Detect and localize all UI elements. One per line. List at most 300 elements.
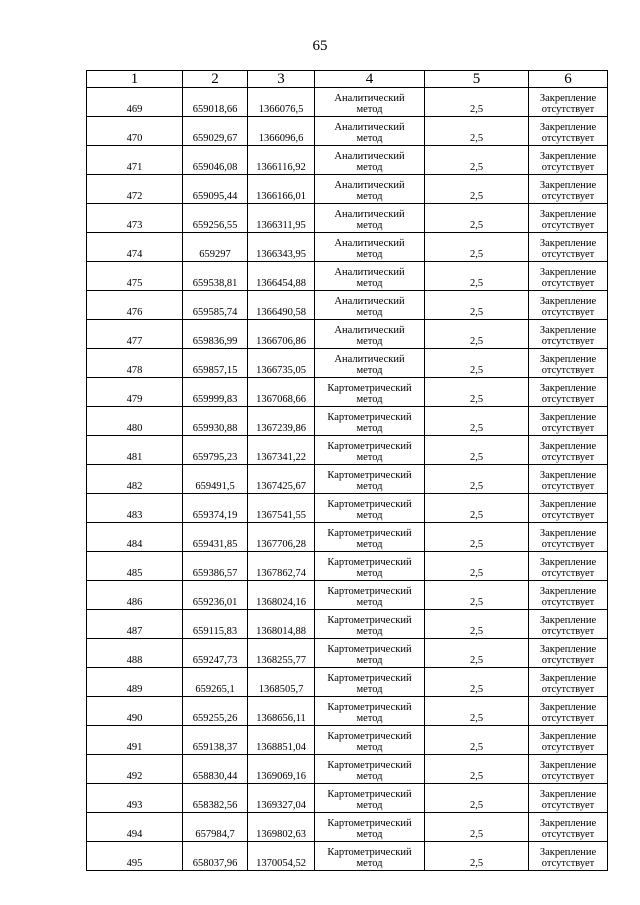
table-row bbox=[87, 436, 608, 465]
accuracy-cell: 2,5 bbox=[425, 146, 529, 175]
fixing-description-line: Закрепление bbox=[539, 702, 597, 713]
accuracy-cell: 2,5 bbox=[425, 581, 529, 610]
method-line: Картометрический bbox=[327, 789, 412, 800]
point-number-cell: 494 bbox=[87, 813, 183, 842]
x-coordinate-cell: 659795,23 bbox=[183, 436, 248, 465]
fixing-description-cell bbox=[529, 204, 608, 233]
method-line: Картометрический bbox=[327, 731, 412, 742]
fixing-description-line: отсутствует bbox=[541, 365, 595, 376]
method-cell bbox=[315, 320, 425, 349]
method-cell bbox=[315, 146, 425, 175]
fixing-description-cell bbox=[529, 552, 608, 581]
accuracy-cell: 2,5 bbox=[425, 668, 529, 697]
table-row bbox=[87, 117, 608, 146]
fixing-description-cell bbox=[529, 88, 608, 117]
y-coordinate-cell: 1366116,92 bbox=[248, 146, 315, 175]
table-row bbox=[87, 581, 608, 610]
x-coordinate-cell: 658037,96 bbox=[183, 842, 248, 871]
point-number-cell: 470 bbox=[87, 117, 183, 146]
fixing-description-line: отсутствует bbox=[541, 858, 595, 869]
accuracy-cell: 2,5 bbox=[425, 494, 529, 523]
fixing-description-cell bbox=[529, 494, 608, 523]
method-cell bbox=[315, 291, 425, 320]
x-coordinate-cell: 659836,99 bbox=[183, 320, 248, 349]
method-line: метод bbox=[356, 249, 383, 260]
table-row bbox=[87, 523, 608, 552]
fixing-description-line: Закрепление bbox=[539, 383, 597, 394]
table-row bbox=[87, 465, 608, 494]
accuracy-cell: 2,5 bbox=[425, 813, 529, 842]
table-row bbox=[87, 204, 608, 233]
accuracy-cell: 2,5 bbox=[425, 755, 529, 784]
fixing-description-line: Закрепление bbox=[539, 615, 597, 626]
x-coordinate-cell: 659018,66 bbox=[183, 88, 248, 117]
y-coordinate-cell: 1367341,22 bbox=[248, 436, 315, 465]
fixing-description-line: Закрепление bbox=[539, 528, 597, 539]
fixing-description-cell bbox=[529, 233, 608, 262]
method-line: метод bbox=[356, 307, 383, 318]
y-coordinate-cell: 1368656,11 bbox=[248, 697, 315, 726]
fixing-description-line: отсутствует bbox=[541, 162, 595, 173]
method-line: метод bbox=[356, 858, 383, 869]
fixing-description-line: отсутствует bbox=[541, 829, 595, 840]
accuracy-cell: 2,5 bbox=[425, 552, 529, 581]
fixing-description-line: Закрепление bbox=[539, 267, 597, 278]
table-row bbox=[87, 697, 608, 726]
method-cell bbox=[315, 726, 425, 755]
fixing-description-cell bbox=[529, 668, 608, 697]
point-number-cell: 481 bbox=[87, 436, 183, 465]
point-number-cell: 484 bbox=[87, 523, 183, 552]
fixing-description-line: Закрепление bbox=[539, 470, 597, 481]
y-coordinate-cell: 1367862,74 bbox=[248, 552, 315, 581]
method-line: метод bbox=[356, 481, 383, 492]
fixing-description-cell bbox=[529, 349, 608, 378]
method-line: метод bbox=[356, 829, 383, 840]
fixing-description-line: отсутствует bbox=[541, 713, 595, 724]
table-row bbox=[87, 146, 608, 175]
method-cell bbox=[315, 117, 425, 146]
x-coordinate-cell: 659999,83 bbox=[183, 378, 248, 407]
point-number-cell: 469 bbox=[87, 88, 183, 117]
fixing-description-line: отсутствует bbox=[541, 336, 595, 347]
method-cell bbox=[315, 755, 425, 784]
fixing-description-cell bbox=[529, 726, 608, 755]
accuracy-cell: 2,5 bbox=[425, 465, 529, 494]
accuracy-cell: 2,5 bbox=[425, 175, 529, 204]
fixing-description-line: Закрепление bbox=[539, 151, 597, 162]
y-coordinate-cell: 1367541,55 bbox=[248, 494, 315, 523]
fixing-description-line: Закрепление bbox=[539, 818, 597, 829]
method-line: метод bbox=[356, 423, 383, 434]
x-coordinate-cell: 659538,81 bbox=[183, 262, 248, 291]
y-coordinate-cell: 1369802,63 bbox=[248, 813, 315, 842]
accuracy-cell: 2,5 bbox=[425, 349, 529, 378]
fixing-description-line: отсутствует bbox=[541, 278, 595, 289]
fixing-description-line: Закрепление bbox=[539, 209, 597, 220]
column-header: 1 bbox=[87, 71, 183, 88]
accuracy-cell: 2,5 bbox=[425, 88, 529, 117]
fixing-description-line: отсутствует bbox=[541, 452, 595, 463]
y-coordinate-cell: 1366343,95 bbox=[248, 233, 315, 262]
fixing-description-line: отсутствует bbox=[541, 568, 595, 579]
method-line: Картометрический bbox=[327, 441, 412, 452]
method-line: метод bbox=[356, 133, 383, 144]
accuracy-cell: 2,5 bbox=[425, 320, 529, 349]
fixing-description-line: Закрепление bbox=[539, 354, 597, 365]
fixing-description-cell bbox=[529, 639, 608, 668]
fixing-description-cell bbox=[529, 378, 608, 407]
method-line: Картометрический bbox=[327, 528, 412, 539]
fixing-description-line: Закрепление bbox=[539, 847, 597, 858]
point-number-cell: 471 bbox=[87, 146, 183, 175]
point-number-cell: 482 bbox=[87, 465, 183, 494]
fixing-description-cell bbox=[529, 697, 608, 726]
method-line: метод bbox=[356, 336, 383, 347]
table-row bbox=[87, 726, 608, 755]
method-line: Аналитический bbox=[334, 238, 405, 249]
fixing-description-line: отсутствует bbox=[541, 771, 595, 782]
table-row bbox=[87, 175, 608, 204]
x-coordinate-cell: 659585,74 bbox=[183, 291, 248, 320]
accuracy-cell: 2,5 bbox=[425, 117, 529, 146]
accuracy-cell: 2,5 bbox=[425, 407, 529, 436]
accuracy-cell: 2,5 bbox=[425, 842, 529, 871]
method-line: метод bbox=[356, 597, 383, 608]
fixing-description-line: отсутствует bbox=[541, 684, 595, 695]
method-line: метод bbox=[356, 191, 383, 202]
method-cell bbox=[315, 175, 425, 204]
fixing-description-cell bbox=[529, 407, 608, 436]
method-cell bbox=[315, 233, 425, 262]
method-cell bbox=[315, 494, 425, 523]
point-number-cell: 486 bbox=[87, 581, 183, 610]
fixing-description-cell bbox=[529, 610, 608, 639]
method-cell bbox=[315, 639, 425, 668]
accuracy-cell: 2,5 bbox=[425, 262, 529, 291]
y-coordinate-cell: 1368024,16 bbox=[248, 581, 315, 610]
method-line: Картометрический bbox=[327, 847, 412, 858]
table-row bbox=[87, 668, 608, 697]
accuracy-cell: 2,5 bbox=[425, 378, 529, 407]
x-coordinate-cell: 659491,5 bbox=[183, 465, 248, 494]
method-line: Аналитический bbox=[334, 296, 405, 307]
table-row bbox=[87, 813, 608, 842]
x-coordinate-cell: 659386,57 bbox=[183, 552, 248, 581]
method-line: Аналитический bbox=[334, 151, 405, 162]
method-line: метод bbox=[356, 220, 383, 231]
point-number-cell: 495 bbox=[87, 842, 183, 871]
method-cell bbox=[315, 552, 425, 581]
accuracy-cell: 2,5 bbox=[425, 726, 529, 755]
method-line: Аналитический bbox=[334, 180, 405, 191]
point-number-cell: 478 bbox=[87, 349, 183, 378]
table-row bbox=[87, 842, 608, 871]
y-coordinate-cell: 1368505,7 bbox=[248, 668, 315, 697]
column-header: 6 bbox=[529, 71, 608, 88]
method-line: Картометрический bbox=[327, 470, 412, 481]
x-coordinate-cell: 659374,19 bbox=[183, 494, 248, 523]
y-coordinate-cell: 1366311,95 bbox=[248, 204, 315, 233]
y-coordinate-cell: 1366454,88 bbox=[248, 262, 315, 291]
y-coordinate-cell: 1370054,52 bbox=[248, 842, 315, 871]
method-cell bbox=[315, 842, 425, 871]
column-header: 5 bbox=[425, 71, 529, 88]
method-line: Картометрический bbox=[327, 615, 412, 626]
x-coordinate-cell: 659431,85 bbox=[183, 523, 248, 552]
table-row bbox=[87, 262, 608, 291]
fixing-description-cell bbox=[529, 291, 608, 320]
table-header-row bbox=[87, 71, 608, 88]
method-line: метод bbox=[356, 104, 383, 115]
fixing-description-cell bbox=[529, 813, 608, 842]
method-cell bbox=[315, 523, 425, 552]
method-cell bbox=[315, 610, 425, 639]
point-number-cell: 493 bbox=[87, 784, 183, 813]
fixing-description-line: Закрепление bbox=[539, 93, 597, 104]
fixing-description-line: Закрепление bbox=[539, 412, 597, 423]
table-row bbox=[87, 349, 608, 378]
table-row bbox=[87, 494, 608, 523]
method-cell bbox=[315, 378, 425, 407]
method-line: метод bbox=[356, 626, 383, 637]
table-row bbox=[87, 320, 608, 349]
y-coordinate-cell: 1366076,5 bbox=[248, 88, 315, 117]
y-coordinate-cell: 1367239,86 bbox=[248, 407, 315, 436]
method-line: метод bbox=[356, 510, 383, 521]
point-number-cell: 474 bbox=[87, 233, 183, 262]
x-coordinate-cell: 657984,7 bbox=[183, 813, 248, 842]
accuracy-cell: 2,5 bbox=[425, 610, 529, 639]
fixing-description-cell bbox=[529, 320, 608, 349]
point-number-cell: 480 bbox=[87, 407, 183, 436]
table-row bbox=[87, 88, 608, 117]
x-coordinate-cell: 659138,37 bbox=[183, 726, 248, 755]
page-number: 65 bbox=[312, 38, 328, 54]
point-number-cell: 490 bbox=[87, 697, 183, 726]
accuracy-cell: 2,5 bbox=[425, 436, 529, 465]
fixing-description-cell bbox=[529, 755, 608, 784]
method-cell bbox=[315, 349, 425, 378]
x-coordinate-cell: 659930,88 bbox=[183, 407, 248, 436]
method-line: метод bbox=[356, 742, 383, 753]
method-line: Картометрический bbox=[327, 586, 412, 597]
column-header: 4 bbox=[315, 71, 425, 88]
method-line: метод bbox=[356, 162, 383, 173]
fixing-description-cell bbox=[529, 117, 608, 146]
accuracy-cell: 2,5 bbox=[425, 784, 529, 813]
method-line: метод bbox=[356, 713, 383, 724]
method-line: метод bbox=[356, 771, 383, 782]
y-coordinate-cell: 1368851,04 bbox=[248, 726, 315, 755]
method-line: метод bbox=[356, 365, 383, 376]
method-cell bbox=[315, 581, 425, 610]
method-line: Картометрический bbox=[327, 673, 412, 684]
table-row bbox=[87, 407, 608, 436]
fixing-description-cell bbox=[529, 436, 608, 465]
fixing-description-cell bbox=[529, 581, 608, 610]
point-number-cell: 483 bbox=[87, 494, 183, 523]
table-row bbox=[87, 378, 608, 407]
method-line: метод bbox=[356, 800, 383, 811]
fixing-description-line: отсутствует bbox=[541, 626, 595, 637]
x-coordinate-cell: 659115,83 bbox=[183, 610, 248, 639]
table-row bbox=[87, 755, 608, 784]
fixing-description-cell bbox=[529, 146, 608, 175]
fixing-description-line: отсутствует bbox=[541, 191, 595, 202]
point-number-cell: 472 bbox=[87, 175, 183, 204]
fixing-description-line: отсутствует bbox=[541, 655, 595, 666]
method-line: Картометрический bbox=[327, 412, 412, 423]
x-coordinate-cell: 659297 bbox=[183, 233, 248, 262]
fixing-description-line: отсутствует bbox=[541, 423, 595, 434]
x-coordinate-cell: 659095,44 bbox=[183, 175, 248, 204]
fixing-description-line: Закрепление bbox=[539, 441, 597, 452]
x-coordinate-cell: 659236,01 bbox=[183, 581, 248, 610]
method-cell bbox=[315, 668, 425, 697]
method-line: Картометрический bbox=[327, 760, 412, 771]
fixing-description-line: отсутствует bbox=[541, 742, 595, 753]
fixing-description-line: Закрепление bbox=[539, 180, 597, 191]
fixing-description-line: Закрепление bbox=[539, 499, 597, 510]
fixing-description-line: Закрепление bbox=[539, 557, 597, 568]
method-line: Картометрический bbox=[327, 818, 412, 829]
point-number-cell: 479 bbox=[87, 378, 183, 407]
accuracy-cell: 2,5 bbox=[425, 523, 529, 552]
point-number-cell: 473 bbox=[87, 204, 183, 233]
y-coordinate-cell: 1366490,58 bbox=[248, 291, 315, 320]
point-number-cell: 476 bbox=[87, 291, 183, 320]
method-line: метод bbox=[356, 539, 383, 550]
fixing-description-line: отсутствует bbox=[541, 481, 595, 492]
method-cell bbox=[315, 88, 425, 117]
point-number-cell: 475 bbox=[87, 262, 183, 291]
accuracy-cell: 2,5 bbox=[425, 291, 529, 320]
y-coordinate-cell: 1367068,66 bbox=[248, 378, 315, 407]
point-number-cell: 488 bbox=[87, 639, 183, 668]
table-row bbox=[87, 784, 608, 813]
fixing-description-line: отсутствует bbox=[541, 307, 595, 318]
fixing-description-line: Закрепление bbox=[539, 325, 597, 336]
method-cell bbox=[315, 262, 425, 291]
method-line: Аналитический bbox=[334, 209, 405, 220]
method-line: метод bbox=[356, 684, 383, 695]
accuracy-cell: 2,5 bbox=[425, 204, 529, 233]
method-cell bbox=[315, 784, 425, 813]
table-row bbox=[87, 233, 608, 262]
point-number-cell: 477 bbox=[87, 320, 183, 349]
y-coordinate-cell: 1366166,01 bbox=[248, 175, 315, 204]
fixing-description-cell bbox=[529, 465, 608, 494]
y-coordinate-cell: 1368255,77 bbox=[248, 639, 315, 668]
fixing-description-line: Закрепление bbox=[539, 789, 597, 800]
y-coordinate-cell: 1367706,28 bbox=[248, 523, 315, 552]
fixing-description-line: Закрепление bbox=[539, 760, 597, 771]
fixing-description-line: отсутствует bbox=[541, 104, 595, 115]
point-number-cell: 485 bbox=[87, 552, 183, 581]
x-coordinate-cell: 658382,56 bbox=[183, 784, 248, 813]
method-line: Картометрический bbox=[327, 499, 412, 510]
fixing-description-line: отсутствует bbox=[541, 220, 595, 231]
method-line: метод bbox=[356, 568, 383, 579]
accuracy-cell: 2,5 bbox=[425, 697, 529, 726]
point-number-cell: 487 bbox=[87, 610, 183, 639]
fixing-description-line: Закрепление bbox=[539, 122, 597, 133]
fixing-description-line: отсутствует bbox=[541, 539, 595, 550]
y-coordinate-cell: 1369069,16 bbox=[248, 755, 315, 784]
method-cell bbox=[315, 407, 425, 436]
fixing-description-line: отсутствует bbox=[541, 800, 595, 811]
method-cell bbox=[315, 813, 425, 842]
coordinates-table bbox=[86, 70, 608, 871]
table-row bbox=[87, 639, 608, 668]
table-row bbox=[87, 291, 608, 320]
column-header: 2 bbox=[183, 71, 248, 88]
fixing-description-cell bbox=[529, 523, 608, 552]
method-line: Аналитический bbox=[334, 267, 405, 278]
fixing-description-line: Закрепление bbox=[539, 644, 597, 655]
method-line: метод bbox=[356, 394, 383, 405]
y-coordinate-cell: 1366096,6 bbox=[248, 117, 315, 146]
point-number-cell: 491 bbox=[87, 726, 183, 755]
method-cell bbox=[315, 204, 425, 233]
x-coordinate-cell: 659029,67 bbox=[183, 117, 248, 146]
accuracy-cell: 2,5 bbox=[425, 233, 529, 262]
fixing-description-line: отсутствует bbox=[541, 510, 595, 521]
method-line: Аналитический bbox=[334, 325, 405, 336]
fixing-description-line: Закрепление bbox=[539, 731, 597, 742]
fixing-description-line: отсутствует bbox=[541, 133, 595, 144]
method-cell bbox=[315, 697, 425, 726]
point-number-cell: 492 bbox=[87, 755, 183, 784]
fixing-description-line: Закрепление bbox=[539, 586, 597, 597]
x-coordinate-cell: 659857,15 bbox=[183, 349, 248, 378]
y-coordinate-cell: 1368014,88 bbox=[248, 610, 315, 639]
method-line: Аналитический bbox=[334, 122, 405, 133]
method-line: метод bbox=[356, 278, 383, 289]
method-line: Картометрический bbox=[327, 644, 412, 655]
method-line: метод bbox=[356, 655, 383, 666]
y-coordinate-cell: 1366735,05 bbox=[248, 349, 315, 378]
fixing-description-cell bbox=[529, 175, 608, 204]
fixing-description-line: Закрепление bbox=[539, 238, 597, 249]
method-line: Аналитический bbox=[334, 354, 405, 365]
y-coordinate-cell: 1369327,04 bbox=[248, 784, 315, 813]
method-line: метод bbox=[356, 452, 383, 463]
method-cell bbox=[315, 465, 425, 494]
fixing-description-line: отсутствует bbox=[541, 597, 595, 608]
method-line: Картометрический bbox=[327, 702, 412, 713]
point-number-cell: 489 bbox=[87, 668, 183, 697]
table-row bbox=[87, 610, 608, 639]
method-line: Картометрический bbox=[327, 557, 412, 568]
x-coordinate-cell: 659247,73 bbox=[183, 639, 248, 668]
y-coordinate-cell: 1366706,86 bbox=[248, 320, 315, 349]
fixing-description-cell bbox=[529, 784, 608, 813]
x-coordinate-cell: 658830,44 bbox=[183, 755, 248, 784]
fixing-description-cell bbox=[529, 842, 608, 871]
fixing-description-line: Закрепление bbox=[539, 673, 597, 684]
table-row bbox=[87, 552, 608, 581]
table-body bbox=[87, 88, 608, 871]
fixing-description-line: отсутствует bbox=[541, 394, 595, 405]
x-coordinate-cell: 659256,55 bbox=[183, 204, 248, 233]
y-coordinate-cell: 1367425,67 bbox=[248, 465, 315, 494]
column-header: 3 bbox=[248, 71, 315, 88]
fixing-description-cell bbox=[529, 262, 608, 291]
accuracy-cell: 2,5 bbox=[425, 639, 529, 668]
x-coordinate-cell: 659255,26 bbox=[183, 697, 248, 726]
